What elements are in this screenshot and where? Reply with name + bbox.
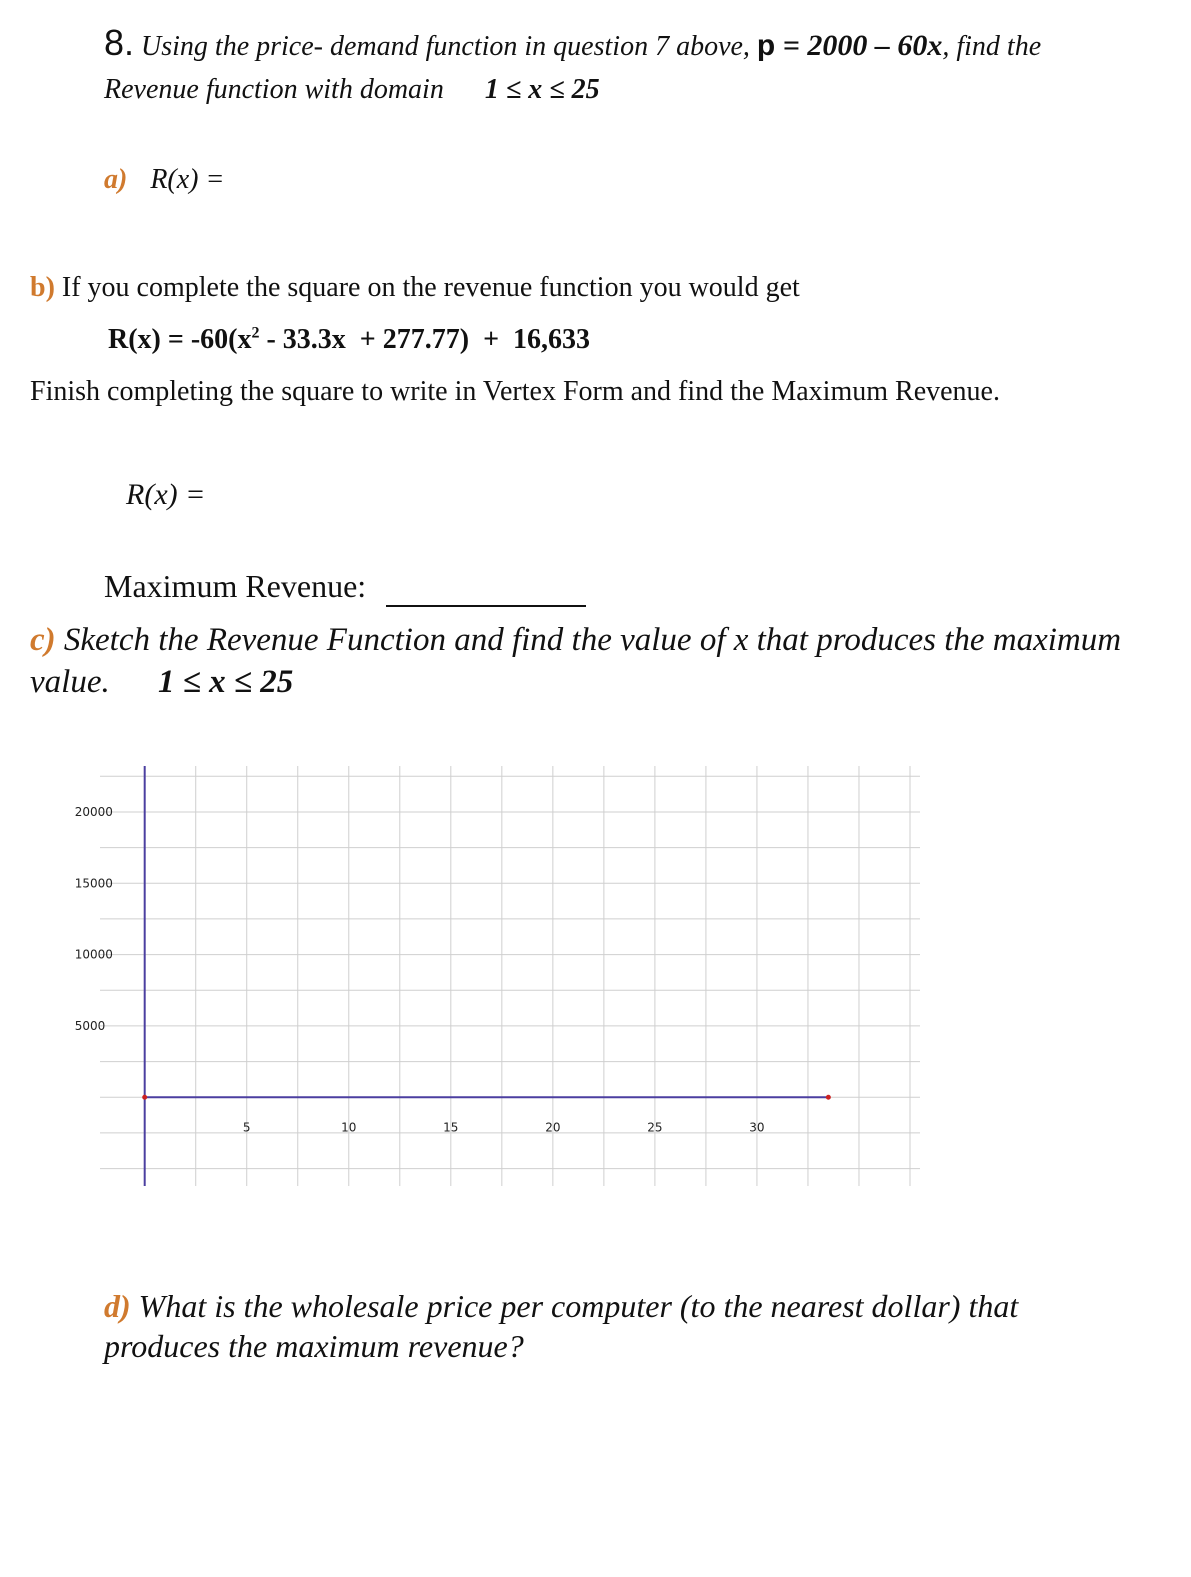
question-8-line-2: [104, 74, 600, 106]
max-revenue-label: Maximum Revenue:: [104, 568, 367, 604]
x-tick-label: 15: [443, 1120, 459, 1135]
part-c-line-1: [30, 622, 1121, 659]
part-c-line-2: [30, 664, 293, 701]
part-b: [30, 272, 800, 304]
x-tick-label: 5: [242, 1120, 251, 1135]
x-tick-label: 20: [545, 1120, 561, 1135]
part-b-text: If you complete the square on the revenue function you would get: [61, 272, 800, 303]
x-tick-label: 10: [341, 1120, 357, 1135]
question-8-line-1: [104, 22, 1041, 64]
part-b-eq-a: -60(x: [190, 324, 252, 355]
part-a-text: R(x) =: [150, 164, 225, 195]
question-number: 8.: [104, 22, 135, 63]
part-b-eq-sup: 2: [251, 324, 260, 342]
part-c-label: c): [30, 622, 56, 658]
part-b-eq-b: - 33.3x + 277.77) + 16,633: [259, 324, 591, 355]
question-line-2: Revenue function with domain: [104, 74, 444, 105]
question-domain: 1 ≤ x ≤ 25: [484, 74, 600, 105]
part-d-line-1: [104, 1288, 1018, 1325]
part-a-label: a): [104, 164, 128, 195]
max-revenue-answer-blank[interactable]: [386, 605, 586, 607]
segment-start-point: [142, 1095, 147, 1100]
x-tick-label: 25: [647, 1120, 663, 1135]
y-tick-label: 15000: [74, 876, 113, 891]
x-tick-label: 30: [749, 1120, 765, 1135]
question-tail: , find the: [942, 31, 1042, 62]
part-d-text: What is the wholesale price per computer (to the nearest dollar) that: [138, 1288, 1019, 1324]
part-b-label: b): [30, 272, 55, 303]
part-b-equation: [108, 324, 590, 356]
y-tick-label: 10000: [74, 947, 113, 962]
part-c-domain: 1 ≤ x ≤ 25: [157, 664, 294, 700]
part-d-label: d): [104, 1288, 131, 1324]
question-text: Using the price- demand function in question 7 above,: [141, 31, 750, 62]
equation-p: p: [756, 29, 776, 62]
part-c-text: Sketch the Revenue Function and find the value of x that produces the maximum: [63, 622, 1122, 658]
part-b-rx: R(x) =: [126, 478, 206, 511]
segment-end-point: [826, 1095, 831, 1100]
y-tick-label: 20000: [74, 804, 113, 819]
part-b-eq-lhs: R(x) =: [108, 324, 184, 355]
part-a: [104, 164, 224, 196]
equation-rest: = 2000 – 60x: [775, 29, 943, 62]
revenue-graph[interactable]: [74, 766, 920, 1186]
part-c-value: value.: [30, 664, 110, 700]
part-d-line-2: produces the maximum revenue?: [104, 1328, 524, 1364]
y-tick-label: 5000: [74, 1018, 106, 1033]
part-b-instructions: Finish completing the square to write in Vertex Form and find the Maximum Revenue.: [30, 376, 1000, 407]
